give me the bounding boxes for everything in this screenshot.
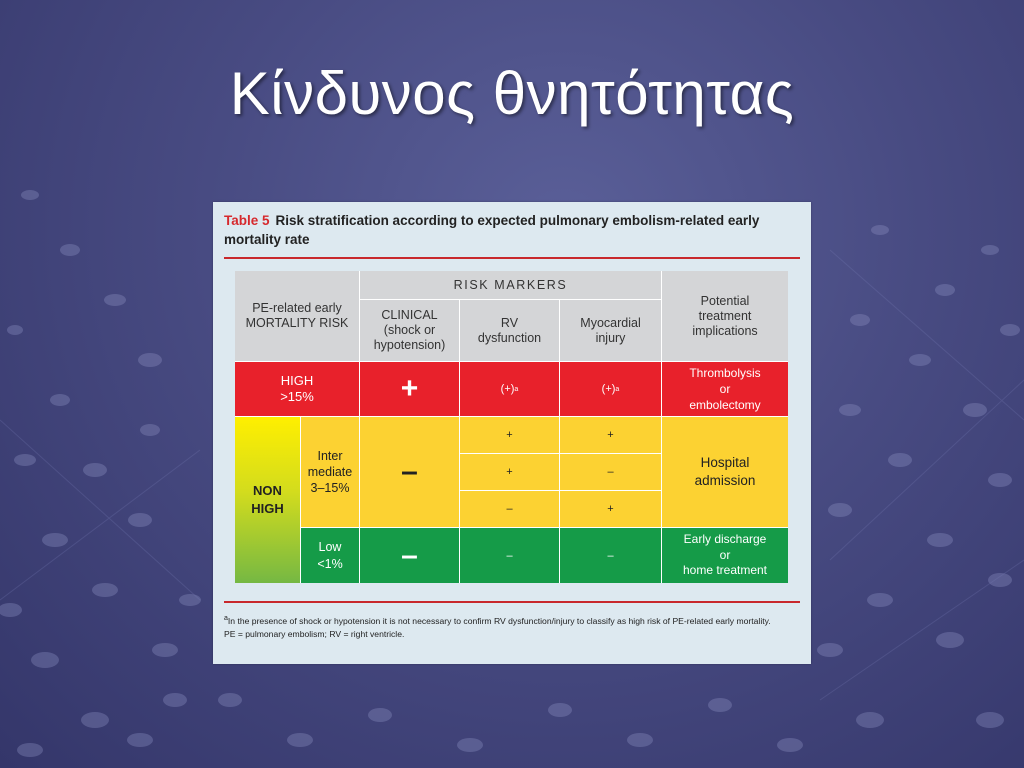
high-myocardial	[560, 362, 661, 416]
intermediate-row1-myocardial: +	[560, 417, 661, 453]
intermediate-row3-myocardial: +	[560, 491, 661, 527]
header-treatment: Potential treatment implications	[662, 271, 788, 361]
high-treatment	[662, 362, 788, 416]
table-number: Table 5	[224, 213, 270, 228]
low-treatment	[662, 528, 788, 583]
non-high-line-1: NON	[253, 483, 282, 498]
footnote-line-2: PE = pulmonary embolism; RV = right ventricle.	[224, 628, 405, 639]
high-rv	[460, 362, 559, 416]
low-clinical: –	[360, 528, 459, 583]
footnote-mark: a	[224, 615, 228, 622]
header-mortality-risk: PE-related early MORTALITY RISK	[235, 271, 359, 361]
footnote-line-1	[224, 612, 804, 628]
intermediate-clinical: –	[360, 417, 459, 527]
low-treatment-line-1: Early discharge	[683, 532, 767, 547]
low-line-1: Low	[318, 539, 342, 554]
intermediate-treatment	[662, 417, 788, 527]
risk-table	[235, 271, 788, 583]
intermediate-row1-rv: +	[460, 417, 559, 453]
header-clinical: CLINICAL (shock or hypotension)	[360, 300, 459, 361]
intermediate-line-1: Inter	[317, 449, 343, 463]
intermediate-rate: 3–15%	[310, 481, 350, 495]
low-rv: –	[460, 528, 559, 583]
table-caption-text: Risk stratification according to expected pulmonary embolism-related early mortality rate	[224, 213, 760, 247]
header-myocardial-injury: Myocardial injury	[560, 300, 661, 361]
low-treatment-line-3: home treatment	[682, 563, 768, 578]
slide-title: Κίνδυνος θνητότητας	[229, 60, 795, 127]
footnote-text-1: In the presence of shock or hypotension it is not necessary to confirm RV dysfunction/injury to classify as high risk of PE-related early mortality.	[227, 615, 771, 626]
non-high-label	[235, 417, 300, 583]
intermediate-treatment-line-1: Hospital	[700, 455, 750, 470]
low-rate: <1%	[317, 556, 343, 571]
high-treatment-line-3: embolectomy	[689, 398, 761, 412]
table-caption	[224, 211, 799, 249]
footnote-divider	[224, 601, 800, 603]
intermediate-row2-rv: +	[460, 454, 559, 490]
high-treatment-line-2: or	[719, 382, 731, 396]
high-myocardial-value: (+)	[601, 383, 616, 395]
header-rv-dysfunction: RV dysfunction	[460, 300, 559, 361]
intermediate-row3-rv: –	[460, 491, 559, 527]
high-rv-value: (+)	[500, 383, 515, 395]
intermediate-label	[301, 417, 359, 527]
high-clinical: +	[360, 362, 459, 416]
high-risk-label	[235, 362, 359, 416]
high-rv-footnote-mark: a	[514, 385, 519, 393]
high-myocardial-footnote-mark: a	[615, 385, 620, 393]
high-label: HIGH	[280, 373, 314, 388]
intermediate-row2-myocardial: –	[560, 454, 661, 490]
low-label	[301, 528, 359, 583]
non-high-line-2: HIGH	[251, 501, 284, 516]
high-rate: >15%	[280, 389, 314, 404]
header-risk-markers: RISK MARKERS	[360, 271, 661, 299]
low-treatment-line-2: or	[719, 547, 731, 562]
intermediate-line-2: mediate	[307, 465, 353, 479]
table-footnote	[224, 612, 804, 641]
intermediate-treatment-line-2: admission	[694, 473, 756, 488]
high-treatment-line-1: Thrombolysis	[689, 366, 761, 380]
caption-divider	[224, 257, 800, 259]
table-image-panel	[213, 202, 811, 664]
low-myocardial: –	[560, 528, 661, 583]
